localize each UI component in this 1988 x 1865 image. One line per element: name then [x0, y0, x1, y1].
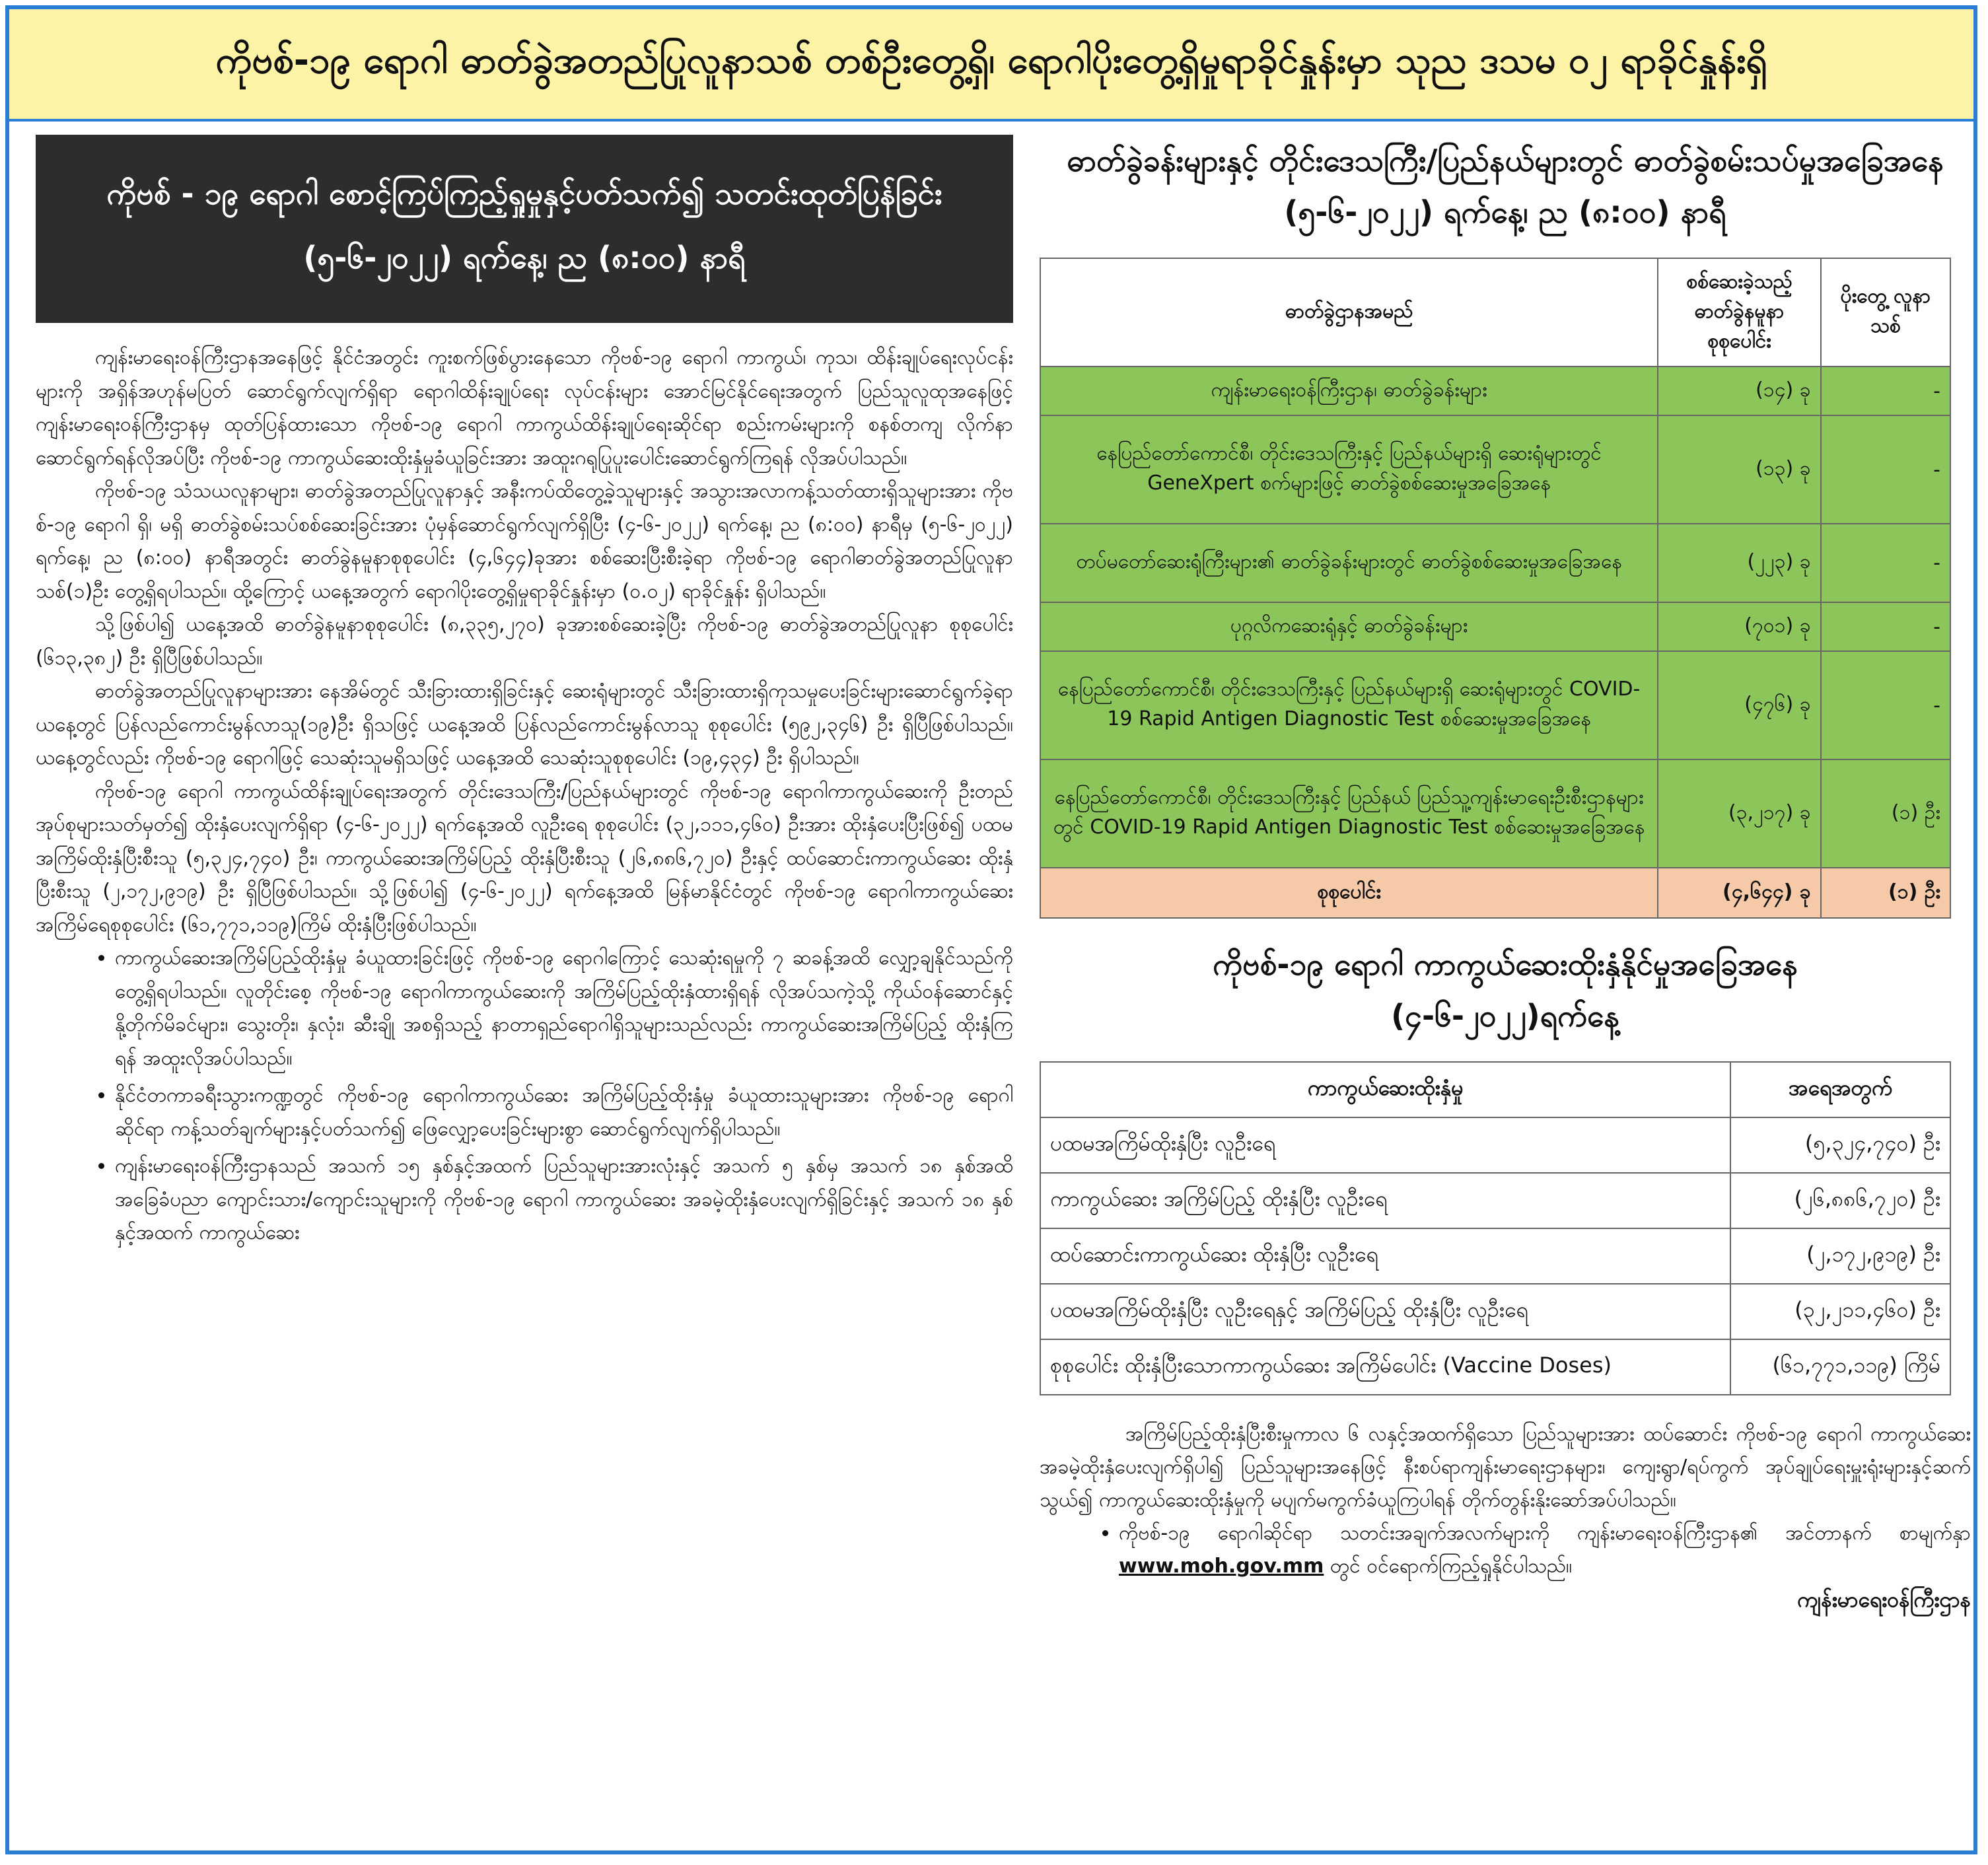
lab-tests-cell: (၁၃) ခု — [1658, 415, 1820, 524]
table-row — [1040, 1117, 1950, 1173]
vax-value-cell: (၂,၁၇၂,၉၁၉) ဦး — [1730, 1228, 1950, 1284]
announcement-date: (၅-၆-၂၀၂၂) ရက်နေ့၊ ည (၈:၀၀) နာရီ — [303, 239, 746, 275]
lab-name-cell: ကျန်းမာရေးဝန်ကြီးဌာန၊ ဓာတ်ခွဲခန်းများ — [1040, 367, 1658, 415]
lab-positive-cell: - — [1821, 651, 1950, 759]
paragraph: ကိုဗစ်-၁၉ ရောဂါ ကာကွယ်ထိန်းချုပ်ရေးအတွက် တိုင်းဒေသကြီး/ပြည်နယ်များတွင် ကိုဗစ်-၁၉ ရောဂါကာကွယ်ဆေးကို ဦးတည်အုပ်စုများသတ်မှတ်၍ ထိုးနှံပေးလျက်ရှိရာ (၄-၆-၂၀၂၂) ရက်နေ့အထိ လူဦးရေ စုစုပေါင်း (၃၂,၁၁၁,၄၆၀) ဦးအား ထိုးနှံပေးပြီးဖြစ်၍ ပထမအကြိမ်ထိုးနှံပြီးစီးသူ (၅,၃၂၄,၇၄၀) ဦး၊ ကာကွယ်ဆေးအကြိမ်ပြည့် ထိုးနှံပြီးစီးသူ (၂၆,၈၈၆,၇၂၀) ဦးနှင့် ထပ်ဆောင်းကာကွယ်ဆေး ထိုးနှံပြီးစီးသူ (၂,၁၇၂,၉၁၉) ဦး ရှိပြီဖြစ်ပါသည်။ သို့ဖြစ်ပါ၍ (၄-၆-၂၀၂၂) ရက်နေ့အထိ မြန်မာနိုင်ငံတွင် ကိုဗစ်-၁၉ ရောဂါကာကွယ်ဆေး အကြိမ်ရေစုစုပေါင်း (၆၁,၇၇၁,၁၁၉)ကြိမ် ထိုးနှံပြီးဖြစ်ပါသည်။ — [36, 779, 1013, 936]
lab-tests-cell: (၇၀၁) ခု — [1658, 602, 1820, 651]
vax-value-cell: (၂၆,၈၈၆,၇၂၀) ဦး — [1730, 1173, 1950, 1228]
table-row — [1040, 524, 1950, 602]
bullet-text-end: တွင် ဝင်ရောက်ကြည့်ရှုနိုင်ပါသည်။ — [1324, 1555, 1573, 1578]
lab-positive-cell: (၁) ဦး — [1821, 759, 1950, 868]
page-frame — [5, 5, 1977, 1854]
lab-testing-table — [1040, 258, 1951, 919]
lab-name-cell: တပ်မတော်ဆေးရုံကြီးများ၏ ဓာတ်ခွဲခန်းများတွင် ဓာတ်ခွဲစစ်ဆေးမှုအခြေအနေ — [1040, 524, 1658, 602]
bullet-item: • ကာကွယ်ဆေးအကြိမ်ပြည့်ထိုးနှံမှု ခံယူထားခြင်းဖြင့် ကိုဗစ်-၁၉ ရောဂါကြောင့် သေဆုံးရမှုကို ၇ ဆခန့်အထိ လျှော့ချနိုင်သည်ကို တွေ့ရှိရပါသည်။ လူတိုင်းစေ့ ကိုဗစ်-၁၉ ရောဂါကာကွယ်ဆေးကို အကြိမ်ပြည့်ထိုးနှံထားရှိရန် လိုအပ်သကဲ့သို့ ကိုယ်ဝန်ဆောင်နှင့် နို့တိုက်မိခင်များ၊ သွေးတိုး၊ နှလုံး၊ ဆီးချို အစရှိသည့် နာတာရှည်ရောဂါရှိသူများသည်လည်း ကာကွယ်ဆေးအကြိမ်ပြည့် ထိုးနှံကြရန် အထူးလိုအပ်ပါသည်။ — [115, 942, 1013, 1075]
lab-name-cell: နေပြည်တော်ကောင်စီ၊ တိုင်းဒေသကြီးနှင့် ပြည်နယ်များရှိ ဆေးရုံများတွင် COVID-19 Rapid Antigen Diagnostic Test စစ်ဆေးမှုအခြေအနေ — [1040, 651, 1658, 759]
vax-col-label-header: ကာကွယ်ဆေးထိုးနှံမှု — [1040, 1062, 1730, 1117]
paragraph: အကြိမ်ပြည့်ထိုးနှံပြီးစီးမှုကာလ ၆ လနှင့်အထက်ရှိသော ပြည်သူများအား ထပ်ဆောင်း ကိုဗစ်-၁၉ ရောဂါ ကာကွယ်ဆေး အခမဲ့ထိုးနှံပေးလျက်ရှိပါ၍ ပြည်သူများအနေဖြင့် နီးစပ်ရာကျန်းမာရေးဌာနများ၊ ကျေးရွာ/ရပ်ကွက် အုပ်ချုပ်ရေးမှူးရုံးများနှင့်ဆက်သွယ်၍ ကာကွယ်ဆေးထိုးနှံမှုကို မပျက်မကွက်ခံယူကြပါရန် တိုက်တွန်းနိုးဆော်အပ်ပါသည်။ — [1040, 1423, 1971, 1512]
vaccine-section-title: ကိုဗစ်-၁၉ ရောဂါ ကာကွယ်ဆေးထိုးနှံနိုင်မှုအခြေအနေ — [1213, 946, 1798, 982]
announcement-header — [36, 135, 1013, 323]
lab-tests-cell: (၄၇၆) ခု — [1658, 651, 1820, 759]
table-row — [1040, 651, 1950, 759]
lab-section-date: (၅-၆-၂၀၂၂) ရက်နေ့၊ ည (၈:၀၀) နာရီ — [1284, 194, 1726, 230]
table-row — [1040, 367, 1950, 415]
bullet-list — [36, 942, 1013, 1250]
announcement-title: ကိုဗစ် - ၁၉ ရောဂါ စောင့်ကြပ်ကြည့်ရှုမှုနှင့်ပတ်သက်၍ သတင်းထုတ်ပြန်ခြင်း — [106, 175, 942, 211]
right-column — [1040, 135, 1971, 1617]
vax-label-cell: စုစုပေါင်း ထိုးနှံပြီးသောကာကွယ်ဆေး အကြိမ်ပေါင်း (Vaccine Doses) — [1040, 1339, 1730, 1395]
table-row — [1040, 1173, 1950, 1228]
lab-positive-cell: - — [1821, 602, 1950, 651]
signature: ကျန်းမာရေးဝန်ကြီးဌာန — [1796, 1587, 1971, 1612]
table-row — [1040, 759, 1950, 868]
lab-tests-cell: (၁၄) ခု — [1658, 367, 1820, 415]
lab-col-name-header: ဓာတ်ခွဲဌာနအမည် — [1040, 258, 1658, 367]
vaccine-notice — [1040, 1418, 1971, 1583]
table-row — [1040, 602, 1950, 651]
lab-tests-cell: (၂၂၃) ခု — [1658, 524, 1820, 602]
table-row — [1040, 1284, 1950, 1339]
bullet-text: ကိုဗစ်-၁၉ ရောဂါဆိုင်ရာ သတင်းအချက်အလက်များကို ကျန်းမာရေးဝန်ကြီးဌာန၏ အင်တာနက် စာမျက်နှာ — [1119, 1522, 1971, 1545]
vaccination-table — [1040, 1061, 1951, 1395]
lab-name-cell: ပုဂ္ဂလိကဆေးရုံနှင့် ဓာတ်ခွဲခန်းများ — [1040, 602, 1658, 651]
vax-label-cell: ထပ်ဆောင်းကာကွယ်ဆေး ထိုးနှံပြီး လူဦးရေ — [1040, 1228, 1730, 1284]
total-positive-cell: (၁) ဦး — [1821, 868, 1950, 918]
total-row — [1040, 868, 1950, 918]
paragraph: ကျန်းမာရေးဝန်ကြီးဌာနအနေဖြင့် နိုင်ငံအတွင်း ကူးစက်ဖြစ်ပွားနေသော ကိုဗစ်-၁၉ ရောဂါ ကာကွယ်၊ ကုသ၊ ထိန်းချုပ်ရေးလုပ်ငန်းများကို အရှိန်အဟုန်မပြတ် ဆောင်ရွက်လျက်ရှိရာ ရောဂါထိန်းချုပ်ရေး လုပ်ငန်းများ အောင်မြင်နိုင်ရေးအတွက် ပြည်သူလူထုအနေဖြင့် ကျန်းမာရေးဝန်ကြီးဌာနမှ ထုတ်ပြန်ထားသော ကိုဗစ်-၁၉ ရောဂါ ကာကွယ်ထိန်းချုပ်ရေးဆိုင်ရာ စည်းကမ်းများကို စနစ်တကျ လိုက်နာဆောင်ရွက်ရန်လိုအပ်ပြီး ကိုဗစ်-၁၉ ကာကွယ်ဆေးထိုးနှံမှုခံယူခြင်းအား အထူးဂရုပြုပူးပေါင်းဆောင်ရွက်ကြရန် လိုအပ်ပါသည်။ — [36, 346, 1013, 470]
bullet-list — [1040, 1517, 1971, 1583]
vax-value-cell: (၆၁,၇၇၁,၁၁၉) ကြိမ် — [1730, 1339, 1950, 1395]
vax-label-cell: ပထမအကြိမ်ထိုးနှံပြီး လူဦးရေနှင့် အကြိမ်ပြည့် ထိုးနှံပြီး လူဦးရေ — [1040, 1284, 1730, 1339]
left-column — [36, 135, 1013, 1254]
lab-section-title: ဓာတ်ခွဲခန်းများနှင့် တိုင်းဒေသကြီး/ပြည်နယ်များတွင် ဓာတ်ခွဲစမ်းသပ်မှုအခြေအနေ — [1067, 143, 1944, 178]
table-row — [1040, 1339, 1950, 1395]
lab-tests-cell: (၃,၂၁၇) ခု — [1658, 759, 1820, 868]
paragraph: ကိုဗစ်-၁၉ သံသယလူနာများ၊ ဓာတ်ခွဲအတည်ပြုလူနာနှင့် အနီးကပ်ထိတွေ့ခဲ့သူများနှင့် အသွားအလာကန့်သတ်ထားရှိသူများအား ကိုဗစ်-၁၉ ရောဂါ ရှိ၊ မရှိ ဓာတ်ခွဲစမ်းသပ်စစ်ဆေးခြင်းအား ပုံမှန်ဆောင်ရွက်လျက်ရှိပြီး (၄-၆-၂၀၂၂) ရက်နေ့၊ ည (၈:၀၀) နာရီမှ (၅-၆-၂၀၂၂) ရက်နေ့၊ ည (၈:၀၀) နာရီအတွင်း ဓာတ်ခွဲနမူနာစုစုပေါင်း (၄,၆၄၄)ခုအား စစ်ဆေးပြီးစီးခဲ့ရာ ကိုဗစ်-၁၉ ရောဂါဓာတ်ခွဲအတည်ပြုလူနာသစ်(၁)ဦး တွေ့ရှိရပါသည်။ ထို့ကြောင့် ယနေ့အတွက် ရောဂါပိုးတွေ့ရှိမှုရာခိုင်နှုန်းမှာ (၀.၀၂) ရာခိုင်နှုန်း ရှိပါသည်။ — [36, 479, 1013, 603]
bullet-item: • နိုင်ငံတကာခရီးသွားကဏ္ဍတွင် ကိုဗစ်-၁၉ ရောဂါကာကွယ်ဆေး အကြိမ်ပြည့်ထိုးနှံမှု ခံယူထားသူများအား ကိုဗစ်-၁၉ ရောဂါဆိုင်ရာ ကန့်သတ်ချက်များနှင့်ပတ်သက်၍ ဖြေလျှော့ပေးခြင်းများစွာ ဆောင်ရွက်လျက်ရှိပါသည်။ — [115, 1079, 1013, 1146]
website-www: www. — [1119, 1555, 1180, 1578]
website-link[interactable]: moh.gov.mm — [1180, 1555, 1324, 1578]
lab-col-positive-header: ပိုးတွေ့ လူနာသစ် — [1821, 258, 1950, 367]
announcement-body — [36, 341, 1013, 1250]
vax-value-cell: (၅,၃၂၄,၇၄၀) ဦး — [1730, 1117, 1950, 1173]
lab-name-cell: နေပြည်တော်ကောင်စီ၊ တိုင်းဒေသကြီးနှင့် ပြည်နယ်များရှိ ဆေးရုံများတွင် GeneXpert စက်များဖြင့် ဓာတ်ခွဲစစ်ဆေးမှုအခြေအနေ — [1040, 415, 1658, 524]
bullet-item: • ကျန်းမာရေးဝန်ကြီးဌာနသည် အသက် ၁၅ နှစ်နှင့်အထက် ပြည်သူများအားလုံးနှင့် အသက် ၅ နှစ်မှ အသက် ၁၈ နှစ်အထိ အခြေခံပညာ ကျောင်းသား/ကျောင်းသူများကို ကိုဗစ်-၁၉ ရောဂါ ကာကွယ်ဆေး အခမဲ့ထိုးနှံပေးလျက်ရှိခြင်းနှင့် အသက် ၁၈ နှစ်နှင့်အထက် ကာကွယ်ဆေး — [115, 1150, 1013, 1250]
headline-banner: ကိုဗစ်-၁၉ ရောဂါ ဓာတ်ခွဲအတည်ပြုလူနာသစ် တစ်ဦးတွေ့ရှိ၊ ရောဂါပိုးတွေ့ရှိမှုရာခိုင်နှုန်းမှာ သုည ဒသမ ဝ၂ ရာခိုင်နှုန်းရှိ — [9, 9, 1973, 122]
total-tests-cell: (၄,၆၄၄) ခု — [1658, 868, 1820, 918]
table-row — [1040, 1228, 1950, 1284]
lab-positive-cell: - — [1821, 524, 1950, 602]
vaccine-section-date: (၄-၆-၂၀၂၂)ရက်နေ့ — [1391, 998, 1619, 1034]
vax-label-cell: ပထမအကြိမ်ထိုးနှံပြီး လူဦးရေ — [1040, 1117, 1730, 1173]
lab-positive-cell: - — [1821, 367, 1950, 415]
vax-col-value-header: အရေအတွက် — [1730, 1062, 1950, 1117]
bullet-item — [1119, 1517, 1971, 1583]
paragraph: သို့ဖြစ်ပါ၍ ယနေ့အထိ ဓာတ်ခွဲနမူနာစုစုပေါင်း (၈,၃၃၅,၂၇၀) ခုအားစစ်ဆေးခဲ့ပြီး ကိုဗစ်-၁၉ ဓာတ်ခွဲအတည်ပြုလူနာ စုစုပေါင်း (၆၁၃,၃၈၂) ဦး ရှိပြီဖြစ်ပါသည်။ — [36, 613, 1013, 670]
vax-label-cell: ကာကွယ်ဆေး အကြိမ်ပြည့် ထိုးနှံပြီး လူဦးရေ — [1040, 1173, 1730, 1228]
lab-positive-cell: - — [1821, 415, 1950, 524]
vax-value-cell: (၃၂,၂၁၁,၄၆၀) ဦး — [1730, 1284, 1950, 1339]
lab-name-cell: နေပြည်တော်ကောင်စီ၊ တိုင်းဒေသကြီးနှင့် ပြည်နယ် ပြည်သူ့ကျန်းမာရေးဦးစီးဌာနများတွင် COVID-19 Rapid Antigen Diagnostic Test စစ်ဆေးမှုအခြေအနေ — [1040, 759, 1658, 868]
paragraph: ဓာတ်ခွဲအတည်ပြုလူနာများအား နေအိမ်တွင် သီးခြားထားရှိခြင်းနှင့် ဆေးရုံများတွင် သီးခြားထားရှိကုသမှုပေးခြင်းများဆောင်ရွက်ခဲ့ရာ ယနေ့တွင် ပြန်လည်ကောင်းမွန်လာသူ(၁၉)ဦး ရှိသဖြင့် ယနေ့အထိ ပြန်လည်ကောင်းမွန်လာသူ စုစုပေါင်း (၅၉၂,၃၄၆) ဦး ရှိပြီဖြစ်ပါသည်။ ယနေ့တွင်လည်း ကိုဗစ်-၁၉ ရောဂါဖြင့် သေဆုံးသူမရှိသဖြင့် ယနေ့အထိ သေဆုံးသူစုစုပေါင်း (၁၉,၄၃၄) ဦး ရှိပါသည်။ — [36, 680, 1013, 769]
total-label-cell: စုစုပေါင်း — [1040, 868, 1658, 918]
table-row — [1040, 415, 1950, 524]
lab-col-tests-header: စစ်ဆေးခဲ့သည့် ဓာတ်ခွဲနမူနာ စုစုပေါင်း — [1658, 258, 1820, 367]
